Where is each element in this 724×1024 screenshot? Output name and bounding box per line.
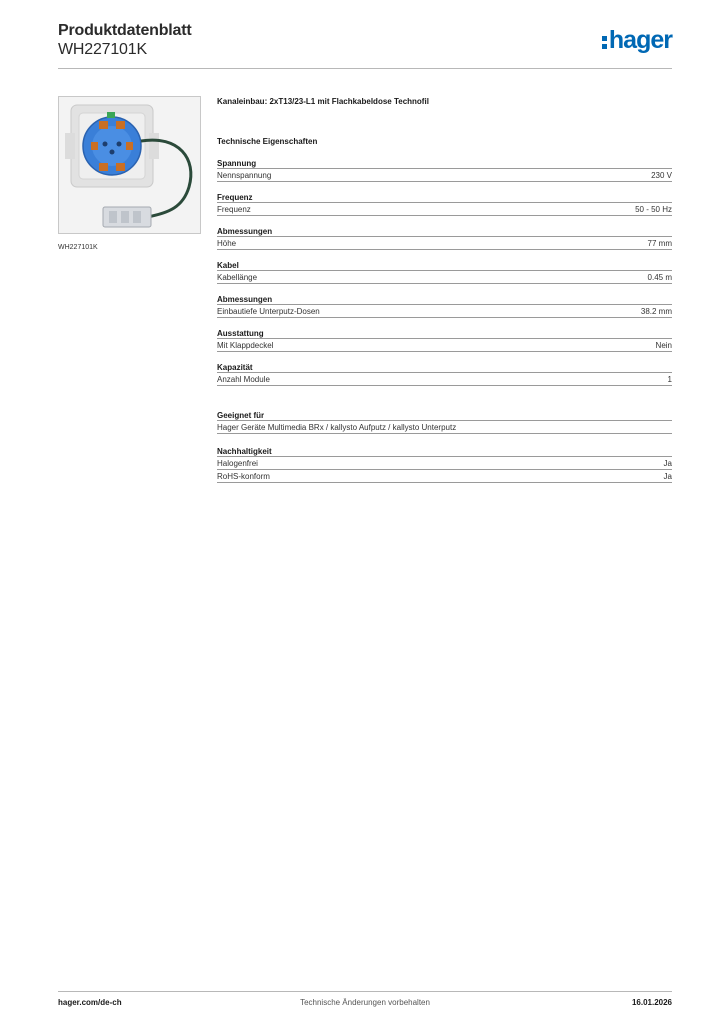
document-title: Produktdatenblatt <box>58 22 192 39</box>
spec-value: 38.2 mm <box>640 307 672 316</box>
spec-label: RoHS-konform <box>217 472 270 481</box>
specification-table <box>217 96 672 483</box>
footer-divider <box>58 991 672 992</box>
spec-value: 77 mm <box>647 239 672 248</box>
spec-value: 230 V <box>651 171 672 180</box>
spec-group-abmessungen-hoehe <box>217 226 672 250</box>
spec-row <box>217 470 672 483</box>
group-heading: Ausstattung <box>217 328 672 339</box>
group-heading: Abmessungen <box>217 294 672 305</box>
spec-label: Mit Klappdeckel <box>217 341 274 350</box>
spec-value: Ja <box>663 472 672 481</box>
group-heading: Frequenz <box>217 192 672 203</box>
footer-website-link[interactable]: hager.com/de-ch <box>58 998 122 1007</box>
hager-logo <box>602 28 672 53</box>
section-heading: Technische Eigenschaften <box>217 137 318 146</box>
group-heading: Kapazität <box>217 362 672 373</box>
spec-group-nachhaltigkeit <box>217 446 672 483</box>
spec-group-abmessungen-einbautiefe <box>217 294 672 318</box>
socket-with-cable-icon <box>59 97 200 233</box>
spec-label: Höhe <box>217 239 237 248</box>
spec-group-kapazitaet <box>217 362 672 386</box>
spec-row <box>217 203 672 216</box>
spec-row <box>217 421 672 434</box>
spec-label: Kabellänge <box>217 273 258 282</box>
spec-label: Nennspannung <box>217 171 272 180</box>
spec-label: Halogenfrei <box>217 459 258 468</box>
spec-group-geeignet-fuer <box>217 410 672 434</box>
footer-date: 16.01.2026 <box>631 998 672 1007</box>
spec-value: 50 - 50 Hz <box>635 205 672 214</box>
spec-label: Einbautiefe Unterputz-Dosen <box>217 307 320 316</box>
spec-group-frequenz <box>217 192 672 216</box>
product-title: Kanaleinbau: 2xT13/23-L1 mit Flachkabeldose Technofil <box>217 97 429 106</box>
header-divider <box>58 68 672 69</box>
spec-row <box>217 373 672 386</box>
spec-group-kabel <box>217 260 672 284</box>
spec-row <box>217 271 672 284</box>
spec-row <box>217 305 672 318</box>
article-number: WH227101K <box>58 41 147 58</box>
spec-label: Frequenz <box>217 205 251 214</box>
spec-label: Anzahl Module <box>217 375 270 384</box>
group-heading: Spannung <box>217 158 672 169</box>
logo-text: hager <box>608 26 672 54</box>
group-heading: Geeignet für <box>217 410 672 421</box>
group-heading: Abmessungen <box>217 226 672 237</box>
group-heading: Kabel <box>217 260 672 271</box>
spec-group-ausstattung <box>217 328 672 352</box>
spec-value: Ja <box>663 459 672 468</box>
spec-row <box>217 169 672 182</box>
spec-value: 0.45 m <box>647 273 672 282</box>
spec-label: Hager Geräte Multimedia BRx / kallysto Aufputz / kallysto Unterputz <box>217 423 457 432</box>
footer-notice: Technische Änderungen vorbehalten <box>300 998 430 1007</box>
image-caption: WH227101K <box>58 244 98 251</box>
group-heading: Nachhaltigkeit <box>217 446 672 457</box>
spec-value: 1 <box>667 375 672 384</box>
spec-row <box>217 457 672 470</box>
page-header <box>58 22 672 70</box>
spec-group-spannung <box>217 158 672 182</box>
spec-value: Nein <box>655 341 672 350</box>
spec-row <box>217 339 672 352</box>
logo-dots-icon <box>602 36 607 49</box>
spec-row <box>217 237 672 250</box>
product-image <box>58 96 201 234</box>
